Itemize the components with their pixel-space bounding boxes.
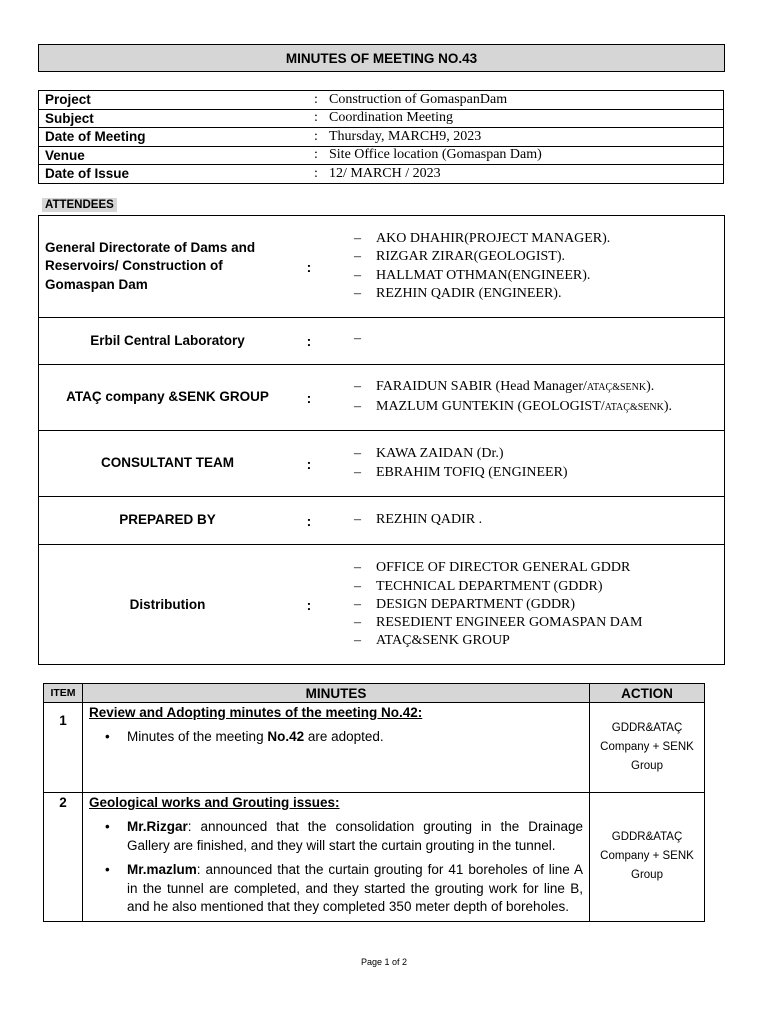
attendee-org: Distribution [129, 596, 206, 612]
attendee-row-atac [39, 365, 724, 431]
attendee-name: REZHIN QADIR . [376, 512, 483, 528]
table-row [44, 793, 705, 922]
list-item: • Mr.Rizgar: announced that the consolidation grouting in the Drainage Gallery are finished, and they will start the curtain grouting in the tunnel. [127, 818, 583, 855]
attendee-row-prepared-by [39, 497, 724, 545]
list-item [354, 330, 720, 348]
distribution-entry: RESEDIENT ENGINEER GOMASPAN DAM [376, 615, 643, 631]
dash-marker: – [354, 331, 361, 346]
info-row-project [39, 91, 724, 110]
info-value: Coordination Meeting [323, 109, 724, 128]
info-colon: : [309, 109, 323, 128]
info-value: 12/ MARCH / 2023 [323, 165, 724, 184]
info-value: Thursday, MARCH9, 2023 [323, 128, 724, 147]
section-title: Review and Adopting minutes of the meeting No.42: [89, 705, 423, 720]
attendee-colon: : [306, 597, 312, 613]
minutes-body [83, 703, 590, 793]
info-label: Project [45, 92, 91, 108]
table-row [44, 703, 705, 793]
attendee-colon: : [306, 389, 312, 406]
column-header-minutes: MINUTES [83, 684, 590, 703]
bullet-list [89, 728, 583, 747]
section-title: Geological works and Grouting issues: [89, 795, 340, 810]
attendee-row-gddr [39, 216, 724, 318]
distribution-entry: ATAÇ&SENK GROUP [376, 633, 510, 649]
dash-marker: – [354, 560, 361, 576]
attendee-name: MAZLUM GUNTEKIN (GEOLOGIST/ATAÇ&SENK). [376, 398, 673, 414]
attendee-list [354, 365, 720, 430]
distribution-entry: OFFICE OF DIRECTOR GENERAL GDDR [376, 560, 631, 576]
list-item [354, 378, 720, 397]
info-value: Site Office location (Gomaspan Dam) [323, 146, 724, 165]
info-row-date-of-meeting [39, 128, 724, 147]
dash-marker: – [354, 578, 361, 594]
list-item [354, 511, 720, 529]
list-item [354, 632, 720, 650]
attendee-org: PREPARED BY [119, 512, 216, 528]
action-line: Company + SENK [600, 741, 694, 753]
info-row-venue [39, 146, 724, 165]
item-number: 1 [44, 703, 83, 793]
attendee-org: Erbil Central Laboratory [90, 332, 245, 348]
distribution-entry: TECHNICAL DEPARTMENT (GDDR) [376, 578, 603, 594]
list-item [354, 464, 720, 482]
dash-marker: – [354, 231, 361, 247]
list-item [354, 230, 720, 248]
meeting-info-table [38, 90, 724, 184]
attendee-name: HALLMAT OTHMAN(ENGINEER). [376, 267, 591, 283]
list-item [354, 267, 720, 285]
minutes-header-row [44, 684, 705, 703]
action-cell [590, 703, 705, 793]
attendee-list [354, 318, 720, 364]
attendee-name: RIZGAR ZIRAR(GEOLOGIST). [376, 249, 565, 265]
item-number: 2 [44, 793, 83, 922]
list-item: • Minutes of the meeting No.42 are adopted. [127, 728, 583, 747]
list-item [354, 285, 720, 303]
list-item [354, 445, 720, 463]
column-header-action: ACTION [590, 684, 705, 703]
attendees-table [38, 215, 725, 665]
attendee-row-distribution [39, 545, 724, 665]
attendee-list [354, 216, 720, 317]
distribution-entry: DESIGN DEPARTMENT (GDDR) [376, 596, 576, 612]
info-label: Venue [39, 146, 310, 165]
dash-marker: – [354, 379, 361, 395]
attendee-colon: : [306, 512, 312, 529]
action-line: Company + SENK [600, 850, 694, 863]
attendee-colon: : [306, 333, 312, 349]
attendee-name: AKO DHAHIR(PROJECT MANAGER). [376, 231, 611, 247]
attendee-list [354, 545, 720, 665]
attendees-heading: ATTENDEES [42, 198, 117, 212]
info-row-date-of-issue [39, 165, 724, 184]
attendee-org: General Directorate of Dams and Reservoirs/ Construction of Gomaspan Dam [45, 239, 256, 292]
dash-marker: – [354, 249, 361, 265]
document-title: MINUTES OF MEETING NO.43 [38, 44, 725, 72]
list-item [354, 596, 720, 614]
info-colon: : [309, 128, 323, 147]
attendee-org: ATAÇ company &SENK GROUP [66, 389, 269, 405]
attendee-row-consultant [39, 431, 724, 497]
dash-marker: – [354, 464, 361, 480]
action-cell [590, 793, 705, 922]
attendee-name: REZHIN QADIR (ENGINEER). [376, 285, 562, 301]
dash-marker: – [354, 398, 361, 414]
info-row-subject [39, 109, 724, 128]
minutes-body [83, 793, 590, 922]
attendee-colon: : [306, 258, 312, 275]
dash-marker: – [354, 596, 361, 612]
dash-marker: – [354, 267, 361, 283]
info-value: Construction of GomaspanDam [329, 91, 508, 107]
list-item [354, 559, 720, 577]
list-item [354, 398, 720, 417]
info-colon: : [309, 146, 323, 165]
attendee-name: KAWA ZAIDAN (Dr.) [376, 446, 504, 462]
dash-marker: – [354, 285, 361, 301]
info-colon: : [314, 91, 318, 107]
attendee-list [354, 497, 720, 544]
list-item: • Mr.mazlum: announced that the curtain grouting for 41 boreholes of line A in the tunnel are completed, and they started the grouting work for line B, and he also mentioned that they completed 350 meter depth of boreholes. [127, 861, 583, 917]
action-line: GDDR&ATAÇ [611, 831, 683, 844]
list-item [354, 578, 720, 596]
info-label: Date of Issue [39, 165, 310, 184]
attendee-org: CONSULTANT TEAM [101, 455, 234, 471]
column-header-item: ITEM [44, 684, 83, 703]
dash-marker: – [354, 615, 361, 631]
dash-marker: – [354, 446, 361, 462]
list-item [354, 614, 720, 632]
attendee-row-lab [39, 318, 724, 365]
action-line: GDDR&ATAÇ [611, 722, 683, 734]
list-item [354, 248, 720, 266]
action-line: Group [631, 760, 663, 772]
action-line: Group [631, 869, 663, 882]
dash-marker: – [354, 633, 361, 649]
dash-marker: – [354, 512, 361, 528]
minutes-table [43, 683, 705, 922]
attendee-colon: : [306, 455, 312, 472]
attendee-name: FARAIDUN SABIR (Head Manager/ATAÇ&SENK). [376, 379, 655, 395]
info-label: Date of Meeting [39, 128, 310, 147]
info-label: Subject [39, 109, 310, 128]
attendee-list [354, 431, 720, 496]
bullet-list [89, 818, 583, 917]
attendee-name: EBRAHIM TOFIQ (ENGINEER) [376, 464, 568, 480]
info-colon: : [309, 165, 323, 184]
page-number: Page 1 of 2 [360, 957, 408, 967]
